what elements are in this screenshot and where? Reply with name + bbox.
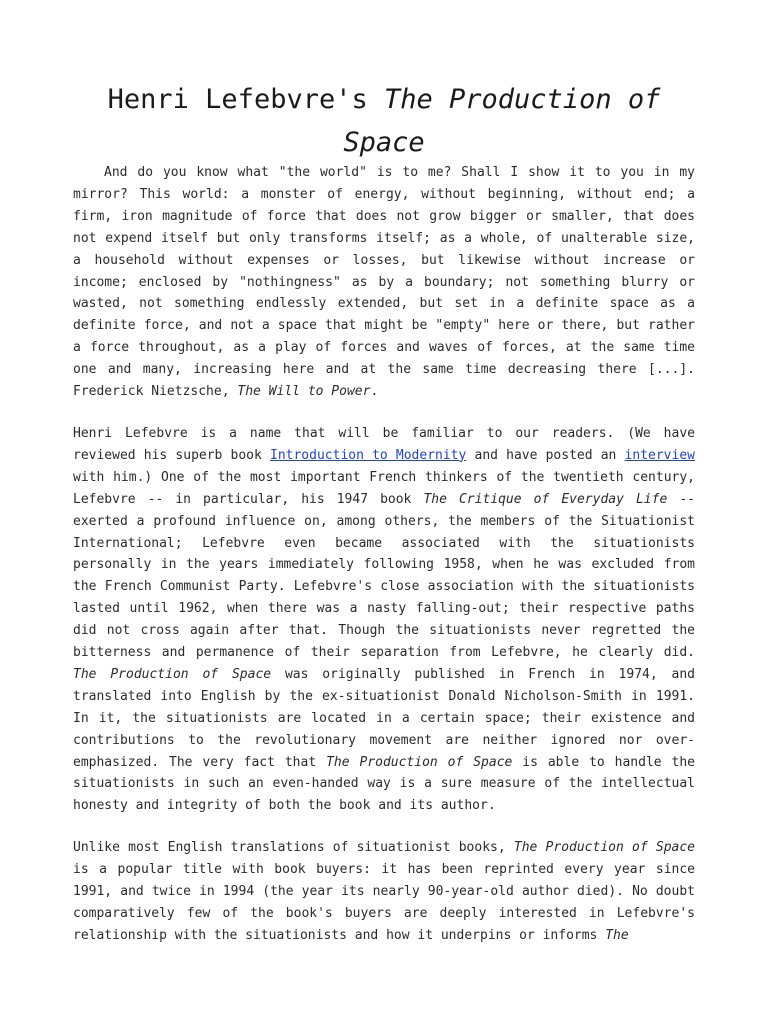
epigraph-end: . — [370, 384, 379, 400]
book-title-production: The Production of Space — [513, 840, 695, 856]
introduction-to-modernity-link[interactable]: Introduction to Modernity — [270, 447, 467, 463]
interview-link[interactable]: interview — [624, 447, 695, 463]
paragraph-intro — [73, 423, 695, 817]
book-title-fragment: The — [605, 927, 629, 943]
paragraph-text: Henri Lefebvre is a name that will be familiar to our readers. (We have reviewed his superb book — [73, 425, 695, 463]
paragraph-translations — [73, 837, 695, 947]
epigraph-source: The Will to Power — [237, 384, 371, 400]
book-title-production: The Production of Space — [73, 666, 272, 682]
paragraph-text: with him.) One of the most important French thinkers of the twentieth century, Lefebvre -- in particular, his 1947 book — [73, 469, 695, 507]
article-title — [70, 78, 698, 164]
book-title-production: The Production of Space — [326, 754, 513, 770]
paragraph-text: Unlike most English translations of situationist books, — [73, 840, 514, 856]
paragraph-text: and have posted an — [466, 447, 625, 463]
book-title-critique: The Critique of Everyday Life — [423, 491, 668, 507]
paragraph-text: is able to handle the situationists in such an even-handed way is a sure measure of the intellectual honesty and integrity of both the book and its author. — [73, 754, 695, 814]
epigraph-paragraph — [73, 162, 695, 403]
title-work: The Production of Space — [343, 84, 661, 158]
paragraph-text: -- exerted a profound influence on, among others, the members of the Situationist International; Lefebvre even became associated with the situationists personally in the years immediately following 1958, when he was excluded from the French Communist Party. Lefebvre's close association with the situationists lasted until 1962, when there was a nasty falling-out; their respective paths did not cross again after that. Though the situationists never regretted the bitterness and permanence of their separation from Lefebvre, he clearly did. — [73, 491, 695, 661]
paragraph-text: is a popular title with book buyers: it has been reprinted every year since 1991, and twice in 1994 (the year its nearly 90-year-old author died). No doubt comparatively few of the book's buyers are deeply interested in Lefebvre's relationship with the situationists and how it underpins or informs — [73, 862, 695, 943]
epigraph-quote: And do you know what "the world" is to me? Shall I show it to you in my mirror? This world: a monster of energy, without beginning, without end; a firm, iron magnitude of force that does not grow bigger or smaller, that does not expend itself but only transforms itself; as a whole, of unalterable size, a household without expenses or losses, but likewise without increase or income; enclosed by "nothingness" as by a boundary; not something blurry or wasted, not something endlessly extended, but set in a definite space as a definite force, and not a space that might be "empty" here or there, but rather a force throughout, as a play of forces and waves of forces, at the same time one and many, increasing here and at the same time decreasing there [...]. Frederick Nietzsche, — [73, 165, 695, 400]
article-body — [73, 162, 695, 967]
paragraph-text: was originally published in French in 1974, and translated into English by the ex-situationist Donald Nicholson-Smith in 1991. In it, the situationists are located in a certain space; their existence and contributions to the revolutionary movement are neither ignored nor over-emphasized. The very fact that — [73, 666, 696, 770]
title-author: Henri Lefebvre's — [107, 84, 368, 115]
